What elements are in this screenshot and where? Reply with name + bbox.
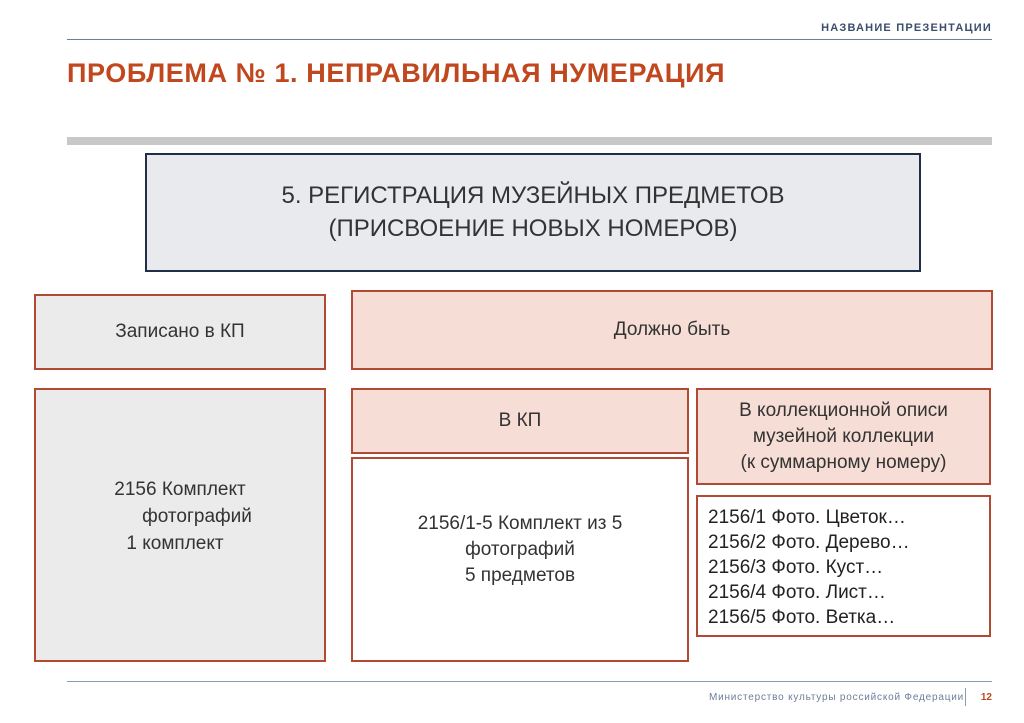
list-item: 2156/1 Фото. Цветок… <box>708 507 906 528</box>
should-be-label: Должно быть <box>613 319 731 340</box>
slide-title: ПРОБЛЕМА № 1. НЕПРАВИЛЬНАЯ НУМЕРАЦИЯ <box>67 58 726 88</box>
in-kp-line-3: 5 предметов <box>464 565 576 586</box>
collection-line-2: музейной коллекции <box>752 425 935 447</box>
recorded-in-kp-header <box>34 294 326 370</box>
bottom-divider <box>67 681 992 682</box>
should-be-header <box>351 290 993 370</box>
title-underline-bar <box>67 137 992 145</box>
recorded-in-kp-label: Записано в КП <box>115 321 245 342</box>
registration-heading-line2: (ПРИСВОЕНИЕ НОВЫХ НОМЕРОВ) <box>328 214 738 242</box>
list-item: 2156/2 Фото. Дерево… <box>708 532 910 553</box>
in-kp-header <box>351 388 689 454</box>
registration-heading-line1: 5. РЕГИСТРАЦИЯ МУЗЕЙНЫХ ПРЕДМЕТОВ <box>281 182 785 210</box>
recorded-line-1: 2156 Комплект <box>114 479 246 500</box>
footer-ministry: Министерство культуры российской Федерации <box>708 692 964 703</box>
list-item: 2156/5 Фото. Ветка… <box>708 607 896 628</box>
page-number: 12 <box>980 692 992 703</box>
registration-heading-box <box>145 153 921 272</box>
top-divider <box>67 39 992 40</box>
collection-items-list <box>696 495 991 637</box>
in-kp-line-1: 2156/1-5 Комплект из 5 <box>417 513 623 534</box>
in-kp-label: В КП <box>498 410 542 431</box>
collection-line-1: В коллекционной описи <box>739 399 948 421</box>
collection-line-3: (к суммарному номеру) <box>740 451 947 473</box>
collection-inventory-header <box>696 388 991 485</box>
list-item: 2156/4 Фото. Лист… <box>708 582 886 603</box>
list-item: 2156/3 Фото. Куст… <box>708 557 884 578</box>
in-kp-content <box>351 457 689 662</box>
in-kp-line-2: фотографий <box>465 539 575 560</box>
recorded-in-kp-content <box>34 388 326 662</box>
presentation-name: НАЗВАНИЕ ПРЕЗЕНТАЦИИ <box>821 22 992 34</box>
recorded-line-3: 1 комплект <box>126 533 224 554</box>
footer-separator <box>965 688 966 706</box>
recorded-line-2: фотографий <box>142 506 252 527</box>
